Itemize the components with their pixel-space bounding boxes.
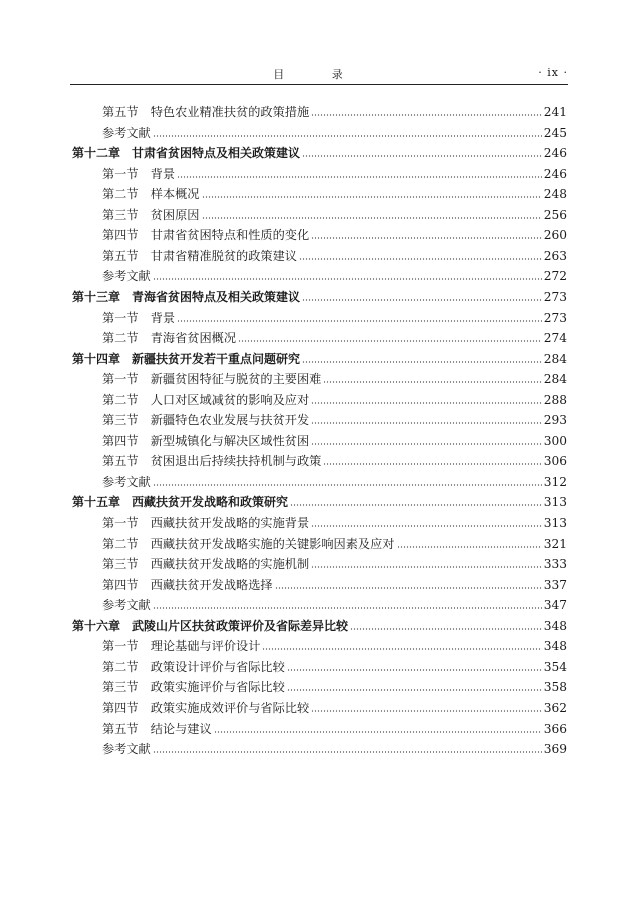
toc-section-entry bbox=[0, 103, 638, 121]
page-number: 313 bbox=[543, 495, 567, 510]
dot-leader bbox=[238, 340, 542, 342]
toc-section-entry bbox=[0, 535, 638, 553]
toc-section-entry bbox=[0, 637, 638, 655]
page-number: 272 bbox=[543, 269, 567, 284]
dot-leader bbox=[153, 135, 542, 137]
page-number: 284 bbox=[543, 372, 567, 387]
page-number: 313 bbox=[543, 516, 567, 530]
page-number: 246 bbox=[543, 166, 567, 181]
toc-section-entry bbox=[0, 596, 638, 614]
toc-section-entry bbox=[0, 452, 638, 470]
dot-leader bbox=[397, 546, 542, 548]
section-title: 第四节 西藏扶贫开发战略选择 bbox=[102, 577, 273, 592]
page-number: 241 bbox=[543, 105, 567, 119]
chapter-title: 第十二章 甘肃省贫困特点及相关政策建议 bbox=[72, 146, 301, 161]
toc-section-entry bbox=[0, 206, 638, 224]
section-title: 第二节 西藏扶贫开发战略实施的关键影响因素及应对 bbox=[102, 536, 395, 551]
section-title: 第二节 人口对区域减贫的影响及应对 bbox=[102, 392, 310, 407]
section-title: 第五节 甘肃省精准脱贫的政策建议 bbox=[102, 248, 297, 263]
toc-section-entry bbox=[0, 267, 638, 285]
section-title: 第五节 特色农业精准扶贫的政策措施 bbox=[102, 105, 310, 119]
toc-chapter-entry bbox=[0, 350, 638, 368]
dot-leader bbox=[302, 299, 542, 301]
section-title: 第三节 贫困原因 bbox=[102, 207, 200, 222]
page-number: 354 bbox=[543, 659, 567, 674]
page-number: 321 bbox=[543, 536, 567, 551]
section-title: 第一节 背景 bbox=[102, 310, 176, 325]
header-page-number: · ix · bbox=[538, 66, 568, 79]
dot-leader bbox=[311, 402, 542, 404]
page-number: 273 bbox=[543, 289, 567, 304]
page-number: 337 bbox=[543, 577, 567, 592]
toc-chapter-entry bbox=[0, 493, 638, 511]
toc-section-entry bbox=[0, 185, 638, 203]
section-title: 第四节 新型城镇化与解决区域性贫困 bbox=[102, 433, 310, 448]
page-number: 256 bbox=[543, 207, 567, 222]
section-title: 第三节 西藏扶贫开发战略的实施机制 bbox=[102, 557, 310, 572]
page-number: 333 bbox=[543, 557, 567, 572]
section-title: 参考文献 bbox=[102, 598, 151, 613]
dot-leader bbox=[202, 217, 542, 219]
toc-section-entry bbox=[0, 226, 638, 244]
section-title: 第四节 政策实施成效评价与省际比较 bbox=[102, 700, 310, 715]
dot-leader bbox=[153, 751, 542, 753]
toc-section-entry bbox=[0, 309, 638, 327]
dot-leader bbox=[214, 731, 542, 733]
dot-leader bbox=[311, 114, 542, 116]
dot-leader bbox=[202, 196, 542, 198]
dot-leader bbox=[323, 463, 542, 465]
dot-leader bbox=[262, 648, 542, 650]
toc-chapter-entry bbox=[0, 144, 638, 162]
dot-leader bbox=[153, 484, 542, 486]
section-title: 参考文献 bbox=[102, 742, 151, 757]
toc-section-entry bbox=[0, 678, 638, 696]
section-title: 第一节 理论基础与评价设计 bbox=[102, 639, 261, 654]
section-title: 参考文献 bbox=[102, 474, 151, 489]
section-title: 参考文献 bbox=[102, 269, 151, 284]
page-number: 263 bbox=[543, 248, 567, 263]
section-title: 第二节 青海省贫困概况 bbox=[102, 331, 237, 346]
dot-leader bbox=[299, 258, 542, 260]
toc-section-entry bbox=[0, 370, 638, 388]
dot-leader bbox=[177, 320, 542, 322]
dot-leader bbox=[311, 237, 542, 239]
chapter-title: 第十六章 武陵山片区扶贫政策评价及省际差异比较 bbox=[72, 618, 349, 633]
section-title: 第三节 政策实施评价与省际比较 bbox=[102, 680, 285, 695]
page-number: 248 bbox=[543, 187, 567, 202]
section-title: 第三节 新疆特色农业发展与扶贫开发 bbox=[102, 413, 310, 428]
header-rule bbox=[70, 84, 568, 85]
page-number: 260 bbox=[543, 228, 567, 243]
dot-leader bbox=[311, 422, 542, 424]
dot-leader bbox=[153, 607, 542, 609]
dot-leader bbox=[177, 176, 542, 178]
page-number: 274 bbox=[543, 331, 567, 346]
dot-leader bbox=[275, 587, 542, 589]
page-number: 348 bbox=[543, 618, 567, 633]
toc-section-entry bbox=[0, 473, 638, 491]
toc-section-entry bbox=[0, 247, 638, 265]
dot-leader bbox=[311, 710, 542, 712]
section-title: 第一节 背景 bbox=[102, 166, 176, 181]
section-title: 第一节 新疆贫困特征与脱贫的主要困难 bbox=[102, 372, 322, 387]
toc-section-entry bbox=[0, 658, 638, 676]
section-title: 参考文献 bbox=[102, 125, 151, 140]
section-title: 第五节 贫困退出后持续扶持机制与政策 bbox=[102, 454, 322, 469]
toc-section-entry bbox=[0, 411, 638, 429]
toc-section-entry bbox=[0, 720, 638, 738]
header-title: 目 录 bbox=[273, 68, 365, 81]
section-title: 第二节 政策设计评价与省际比较 bbox=[102, 659, 285, 674]
dot-leader bbox=[302, 155, 542, 157]
page-number: 366 bbox=[543, 721, 567, 736]
page-number: 306 bbox=[543, 454, 567, 469]
dot-leader bbox=[290, 504, 542, 506]
page-number: 347 bbox=[543, 598, 567, 613]
toc-chapter-entry bbox=[0, 617, 638, 635]
toc-section-entry bbox=[0, 391, 638, 409]
chapter-title: 第十四章 新疆扶贫开发若干重点问题研究 bbox=[72, 351, 301, 366]
toc-section-entry bbox=[0, 740, 638, 758]
page-number: 369 bbox=[543, 742, 567, 757]
toc-section-entry bbox=[0, 329, 638, 347]
page-number: 300 bbox=[543, 433, 567, 448]
toc-section-entry bbox=[0, 576, 638, 594]
toc-section-entry bbox=[0, 124, 638, 142]
section-title: 第四节 甘肃省贫困特点和性质的变化 bbox=[102, 228, 310, 243]
dot-leader bbox=[287, 689, 542, 691]
page-number: 362 bbox=[543, 700, 567, 715]
page-number: 246 bbox=[543, 146, 567, 161]
page-number: 273 bbox=[543, 310, 567, 325]
page-number: 293 bbox=[543, 413, 567, 428]
toc-section-entry bbox=[0, 514, 638, 532]
section-title: 第二节 样本概况 bbox=[102, 187, 200, 202]
toc-section-entry bbox=[0, 699, 638, 717]
page-number: 284 bbox=[543, 351, 567, 366]
chapter-title: 第十五章 西藏扶贫开发战略和政策研究 bbox=[72, 495, 289, 510]
toc-section-entry bbox=[0, 555, 638, 573]
toc-chapter-entry bbox=[0, 288, 638, 306]
dot-leader bbox=[302, 361, 542, 363]
chapter-title: 第十三章 青海省贫困特点及相关政策建议 bbox=[72, 289, 301, 304]
page-number: 288 bbox=[543, 392, 567, 407]
toc-section-entry bbox=[0, 165, 638, 183]
page-header bbox=[70, 62, 568, 84]
dot-leader bbox=[287, 669, 542, 671]
toc-section-entry bbox=[0, 432, 638, 450]
dot-leader bbox=[153, 278, 542, 280]
dot-leader bbox=[311, 566, 542, 568]
dot-leader bbox=[323, 381, 542, 383]
page-number: 348 bbox=[543, 639, 567, 654]
page-number: 358 bbox=[543, 680, 567, 695]
section-title: 第五节 结论与建议 bbox=[102, 721, 212, 736]
dot-leader bbox=[311, 525, 542, 527]
page-number: 245 bbox=[543, 125, 567, 140]
page-number: 312 bbox=[543, 474, 567, 489]
dot-leader bbox=[350, 628, 542, 630]
section-title: 第一节 西藏扶贫开发战略的实施背景 bbox=[102, 516, 310, 530]
dot-leader bbox=[311, 443, 542, 445]
